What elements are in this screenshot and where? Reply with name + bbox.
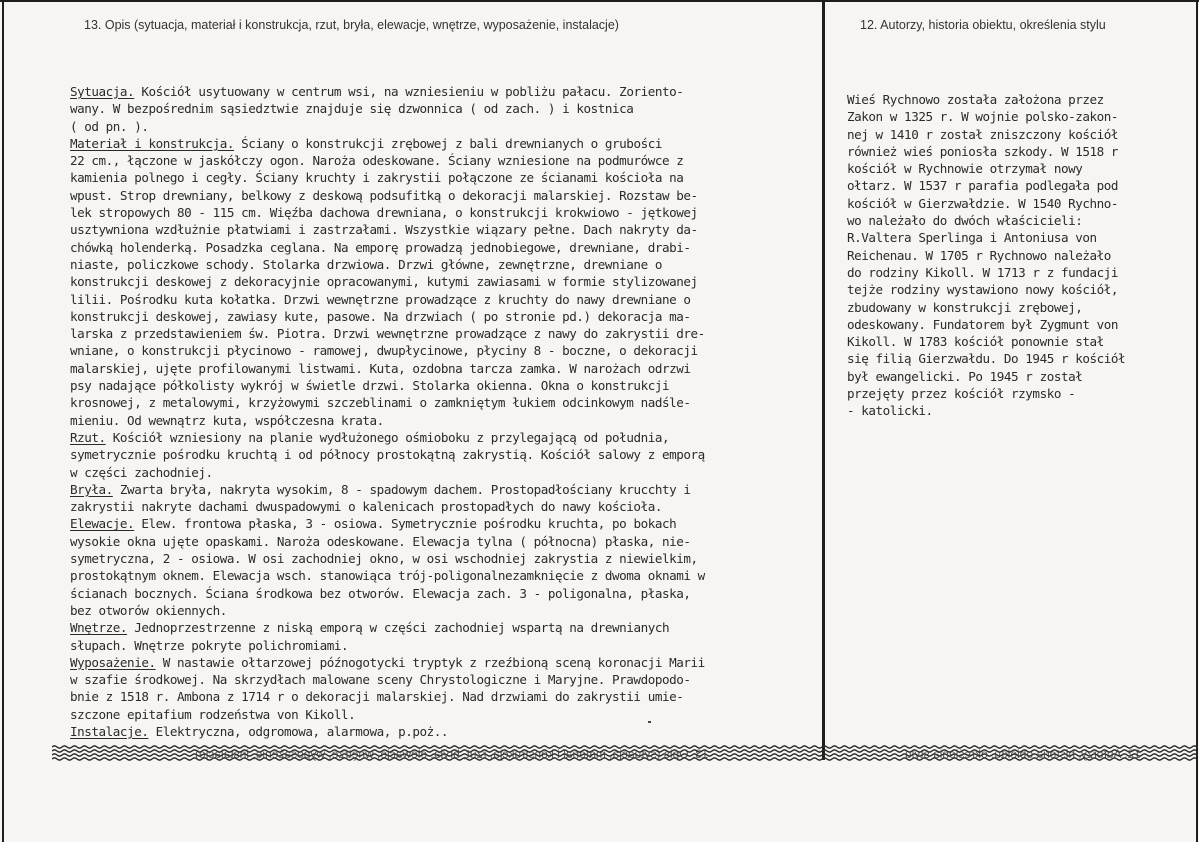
line-text: konstrukcji deskowej, zawiasy kute, pasowe. Na drzwiach ( po stronie pd.) dekoracja ma- <box>70 308 691 324</box>
description-line <box>70 498 705 515</box>
description-line <box>70 585 705 602</box>
page-border-right <box>1196 0 1198 842</box>
description-line <box>70 412 705 429</box>
history-line: Reichenau. W 1705 r Rychnowo należało <box>847 247 1111 263</box>
description-line <box>70 118 705 135</box>
description-line <box>70 602 705 619</box>
line-text: wniane, o konstrukcji płycinowo - ramowej, dwupłycinowe, płyciny 8 - boczne, o dekoracji <box>70 343 698 359</box>
description-line <box>70 481 705 498</box>
description-line <box>70 152 705 169</box>
line-text: niaste, policzkowe schody. Stolarka drzwiowa. Drzwi główne, zewnętrzne, drewniane o <box>70 256 662 272</box>
mirrored-header-12: 12. Autorzy, historia obiektu, określenia stylu <box>905 747 1141 761</box>
history-line: Wieś Rychnowo została założona przez <box>847 92 1104 107</box>
description-line <box>70 273 705 290</box>
line-text: Elektryczna, odgromowa, alarmowa, p.poż.. <box>148 723 449 739</box>
line-text: ścianach bocznych. Ściana środkowa bez otworów. Elewacja zach. 3 - poligonalna, płaska, <box>70 585 691 601</box>
description-line <box>70 239 705 256</box>
history-line: tejże rodziny wystawiono nowy kościół, <box>847 282 1119 298</box>
history-line: się filią Gierzwałdu. Do 1945 r kościół <box>847 351 1126 367</box>
history-line: ołtarz. W 1537 r parafia podlegała pod <box>847 178 1119 194</box>
description-line <box>70 429 705 446</box>
history-text <box>847 91 1125 420</box>
description-line <box>70 187 705 204</box>
description-line <box>70 100 705 117</box>
description-line <box>70 377 705 394</box>
history-line: Zakon w 1325 r. W wojnie polsko-zakon- <box>847 109 1119 125</box>
description-line <box>70 256 705 273</box>
line-text: prostokątnym oknem. Elewacja wsch. stanowiąca trój-poligonalnezamknięcie z dwoma oknami w <box>70 568 705 584</box>
history-line: R.Valtera Sperlinga i Antoniusa von <box>847 230 1097 246</box>
description-line <box>70 446 705 463</box>
line-text: wysokie okna ujęte opaskami. Naroża odeskowane. Elewacja tylna ( północna) płaska, nie- <box>70 533 691 549</box>
section-label: Bryła. <box>70 481 113 497</box>
description-line <box>70 464 705 481</box>
description-line <box>70 688 705 705</box>
description-line <box>70 723 705 740</box>
page-border-left <box>2 0 4 842</box>
ink-speck <box>648 721 651 723</box>
description-line <box>70 360 705 377</box>
description-line <box>70 291 705 308</box>
line-text: słupach. Wnętrze pokryte polichromiami. <box>70 637 349 653</box>
line-text: symetryczna, 2 - osiowa. W osi zachodniej okno, w osi wschodniej zakrystia z niewielkim, <box>70 551 698 567</box>
column-divider <box>822 0 825 760</box>
line-text: lilii. Pośrodku kuta kołatka. Drzwi wewnętrzne prowadzące z kruchty do nawy drewniane o <box>70 291 691 307</box>
history-line: nej w 1410 r został zniszczony kościół <box>847 126 1119 142</box>
line-text: ( od pn. ). <box>70 118 149 134</box>
line-text: Ściany o konstrukcji zrębowej z bali drewnianych o grubości <box>234 135 662 151</box>
history-line: do rodziny Kikoll. W 1713 r z fundacji <box>847 264 1119 280</box>
line-text: psy nadające półkolisty wykrój w świetle drzwi. Stolarka okienna. Okna o konstrukcji <box>70 378 670 394</box>
line-text: mieniu. Od wewnątrz kuta, współczesna krata. <box>70 412 384 428</box>
description-line <box>70 308 705 325</box>
line-text: W nastawie ołtarzowej późnogotycki tryptyk z rzeźbioną sceną koronacji Marii <box>155 654 705 670</box>
description-line <box>70 394 705 411</box>
section-12-header: 12. Autorzy, historia obiektu, określenia stylu <box>860 18 1106 32</box>
description-line <box>70 204 705 221</box>
line-text: Kościół wzniesiony na planie wydłużonego ośmioboku z przylegającą od południa, <box>105 429 670 445</box>
history-line: Kikoll. W 1783 kościół ponownie stał <box>847 334 1104 350</box>
history-line: przejęty przez kościół rzymsko - <box>847 386 1076 402</box>
section-label: Wnętrze. <box>70 620 128 636</box>
history-line: również wieś poniosła szkody. W 1518 r <box>847 143 1119 159</box>
line-text: krosnowej, z metalowymi, krzyżowymi szczeblinami o zamkniętym łukiem odcinkowym nadśle- <box>70 395 691 411</box>
section-13-header: 13. Opis (sytuacja, materiał i konstrukcja, rzut, bryła, elewacje, wnętrze, wyposażenie, instalacje) <box>84 18 619 32</box>
line-text: lek stropowych 80 - 115 cm. Więźba dachowa drewniana, o konstrukcji krokwiowo - jętkowej <box>70 205 698 221</box>
line-text: kamienia polnego i cegły. Ściany kruchty i zakrystii połączone ze ścianami kościoła na <box>70 170 684 186</box>
description-line <box>70 325 705 342</box>
history-line: - katolicki. <box>847 403 933 419</box>
history-line: był ewangelicki. Po 1945 r został <box>847 368 1083 384</box>
line-text: 22 cm., łączone w jaskółczy ogon. Naroża odeskowane. Ściany wzniesione na podmurówce z <box>70 153 684 169</box>
history-line: odeskowany. Fundatorem był Zygmunt von <box>847 316 1119 332</box>
line-text: malarskiej, ujęte profilowanymi listwami. Kuta, ozdobna tarcza zamka. W narożach odrzwi <box>70 360 691 376</box>
line-text: Zwarta bryła, nakryta wysokim, 8 - spadowym dachem. Prostopadłościany krucchty i <box>112 481 691 497</box>
line-text: wany. W bezpośrednim sąsiedztwie znajduje się dzwonnica ( od zach. ) i kostnica <box>70 101 634 117</box>
line-text: zakrystii nakryte dachami dwuspadowymi o kalenicach prostopadłych do nawy kościoła. <box>70 499 662 515</box>
line-text: w szafie środkowej. Na skrzydłach malowane sceny Chrystologiczne i Maryjne. Prawdopodo- <box>70 672 691 688</box>
line-text: larska z przedstawieniem św. Piotra. Drzwi wewnętrzne prowadzące z nawy do zakrystii dre- <box>70 326 705 342</box>
section-label: Instalacje. <box>70 723 149 739</box>
description-line <box>70 567 705 584</box>
section-label: Wyposażenie. <box>70 654 156 670</box>
description-line <box>70 135 705 152</box>
section-label: Rzut. <box>70 429 106 445</box>
description-line <box>70 671 705 688</box>
history-line: kościół w Gierzwałdzie. W 1540 Rychno- <box>847 195 1119 211</box>
section-label: Elewacje. <box>70 516 135 532</box>
line-text: usztywniona wzdłużnie płatwiami i zastrzałami. Wszystkie wiązary pełne. Dach nakryty da- <box>70 222 698 238</box>
line-text: szczone epitafium rodzeństwa von Kikoll. <box>70 706 356 722</box>
description-line <box>70 619 705 636</box>
description-text <box>70 83 705 740</box>
line-text: bez otworów okiennych. <box>70 602 227 618</box>
line-text: Kościół usytuowany w centrum wsi, na wzniesieniu w pobliżu pałacu. Zoriento- <box>134 84 684 99</box>
description-line <box>70 550 705 567</box>
history-line: kościół w Rychnowie otrzymał nowy <box>847 161 1083 177</box>
history-line: zbudowany w konstrukcji zrębowej, <box>847 299 1083 315</box>
section-label: Sytuacja. <box>70 84 135 99</box>
line-text: symetrycznie pośrodku kruchtą i od północy prostokątną zakrystią. Kościół salowy z emporą <box>70 447 705 463</box>
line-text: chówką holenderką. Posadzka ceglana. Na emporę prowadzą jednobiegowe, drewniane, drabi- <box>70 239 691 255</box>
mirrored-header-13: 13. Opis (sytuacja, materiał i konstrukcja, rzut, bryła, elewacje, wnętrze, wyposażenie, instalacje) <box>195 747 709 761</box>
description-line <box>70 637 705 654</box>
description-line <box>70 706 705 723</box>
description-line <box>70 654 705 671</box>
description-line <box>70 342 705 359</box>
line-text: bnie z 1518 r. Ambona z 1714 r o dekoracji malarskiej. Nad drzwiami do zakrystii umie- <box>70 689 684 705</box>
section-label: Materiał i konstrukcja. <box>70 135 235 151</box>
description-line <box>70 169 705 186</box>
description-line <box>70 533 705 550</box>
line-text: wpust. Strop drewniany, belkowy z deskową podsufitką o dekoracji malarskiej. Rozstaw be- <box>70 187 698 203</box>
line-text: w części zachodniej. <box>70 464 213 480</box>
description-line <box>70 515 705 532</box>
description-line <box>70 221 705 238</box>
line-text: konstrukcji deskowej z dekoracyjnie opracowanymi, kutymi zawiasami w formie stylizowanej <box>70 274 698 290</box>
line-text: Jednoprzestrzenne z niską emporą w części zachodniej wspartą na drewnianych <box>127 620 670 636</box>
line-text: Elew. frontowa płaska, 3 - osiowa. Symetrycznie pośrodku kruchta, po bokach <box>134 516 677 532</box>
history-line: wo należało do dwóch właścicieli: <box>847 213 1083 229</box>
description-line <box>70 83 705 100</box>
page-border-top <box>0 0 1199 2</box>
